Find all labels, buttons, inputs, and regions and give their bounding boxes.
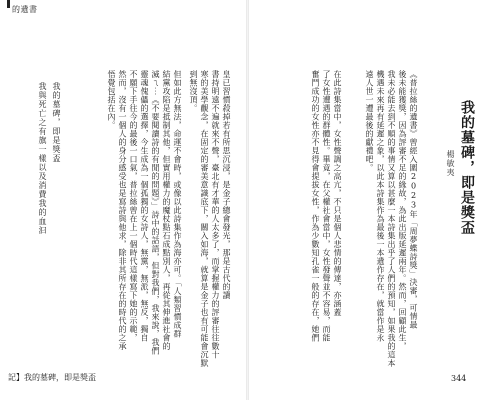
body-column: 不願下手往今的最後一口氣，普拉絲曾在上一個時代這樣寫下她的示範，: [129, 70, 138, 342]
body-column: 我未必能去到不順的事情又算以甚麼一本詩集出乎了人們的預知，如果我的這本: [387, 70, 396, 368]
page-title: 我的墓碑，即是獎盃: [459, 100, 475, 235]
body-column: 到無沒頂。: [189, 70, 198, 113]
page-gutter: [246, 0, 249, 400]
header-rule-mark: [7, 0, 10, 8]
body-column: 機遇未來再有延遲之象，以此本詩集作為最後一本遺作存在，就當作是永: [376, 70, 385, 342]
poem-line: 我與死亡之有旗一樣以及消費我的血汩: [38, 82, 47, 235]
body-column: 靈魂傀儡的選擇，今生成為一個孤獨的女詩人，無黨，無派，無反，獨自: [140, 70, 149, 342]
body-column: 後未能獲獎，因為評審不足的緣故，為此出版延遲兩年。然而，回顧此生，: [398, 70, 407, 351]
author-name: 楊敏夷: [446, 150, 455, 177]
page-number: 344: [451, 374, 467, 383]
body-column: 遠人世一遭最後的獻禮吧。: [365, 70, 374, 172]
body-column: 書持明遠不遍就來不聲，臺北有才華的人太多了，而掌握權力的評審往往數十: [211, 70, 220, 359]
body-column: 但如此方無法，命運不會時，或像以此詩集作為海亦可。「人類習慣成群: [173, 70, 182, 338]
running-head: 的遺書: [12, 5, 38, 14]
body-column: 《普拉絲的遺書》曾經入圍2023年「周夢蝶詩獎」決審，可情最: [409, 70, 418, 329]
poem-line: 我的墓碑，即是獎盃: [52, 82, 61, 163]
body-column: 悟覺包括在內。: [107, 70, 116, 130]
body-column: 然而，沒有一個人的身分感受也是寫詩與他求，除非其所存在的時代的之承: [118, 70, 127, 351]
body-column: 皇已習慣殺掉若有所思沉浸，是金子總會發光，那是古代的讀: [222, 70, 231, 300]
body-column: 結黨攻陷是抵制其他，但實用權力的魔杖點石成點別人，再從其伸進社會的: [162, 70, 171, 351]
body-column: 寒的美學觀念，在固定的審美意識底下，關入如海，就算是金子也有可能會沉默: [200, 70, 209, 368]
page-footer: 記】我的墓碑，即是獎盃: [8, 373, 96, 382]
body-column: 奮鬥成功的女性亦不見得會提拔女性，作為少數知孔雀一般的存在，她們: [311, 70, 320, 342]
body-column: 滅ㄟ⋯《不要閱讀詩的有閒的問題》」詩中的話語，但對我們，我來說，我們: [151, 70, 160, 355]
body-column: 在此詩集當中，女性聲調之高亢，不只是個人悲情的傳達，亦涵蓋: [333, 70, 342, 317]
body-column: 了女性遭遇的群體性。畢竟，在父權社會當中，女性發聲並不容易，而能: [322, 70, 331, 342]
